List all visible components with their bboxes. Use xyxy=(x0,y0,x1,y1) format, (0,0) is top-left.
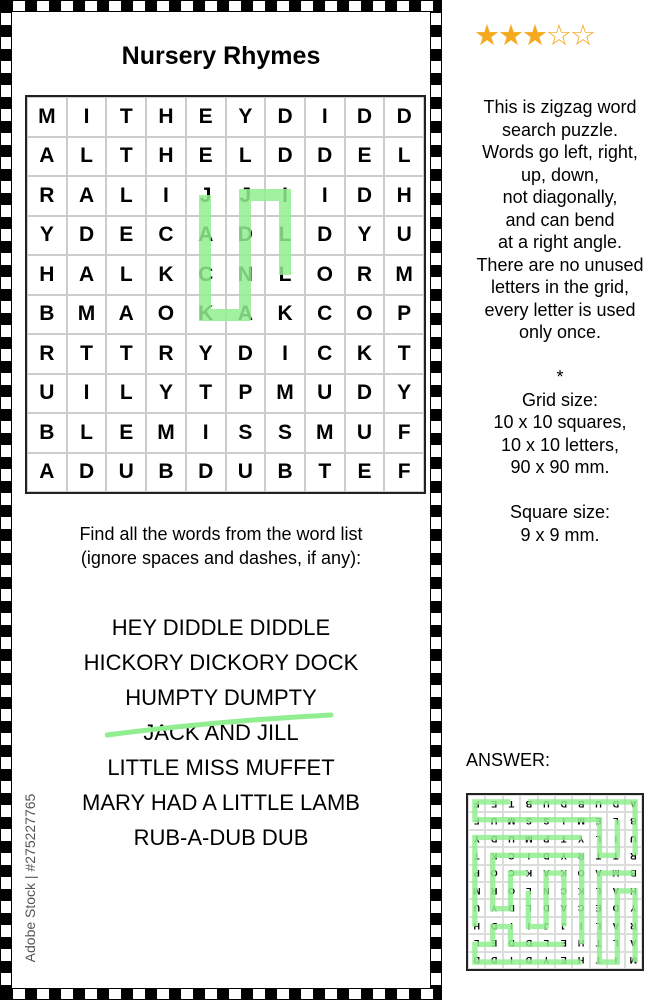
word-list-item: RUB-A-DUB DUB xyxy=(133,825,309,850)
grid-cell[interactable]: I xyxy=(265,334,305,374)
grid-cell: E xyxy=(590,899,607,916)
word-list-item: LITTLE MISS MUFFET xyxy=(107,755,335,780)
grid-cell[interactable]: T xyxy=(106,334,146,374)
grid-cell: J xyxy=(538,917,555,934)
find-line: (ignore spaces and dashes, if any): xyxy=(80,548,362,568)
grid-cell[interactable]: C xyxy=(305,334,345,374)
grid-cell[interactable]: H xyxy=(146,137,186,177)
grid-cell: F xyxy=(468,812,485,829)
grid-cell[interactable]: T xyxy=(106,97,146,137)
rule-line: This is zigzag word xyxy=(483,97,637,117)
grid-cell[interactable]: D xyxy=(345,176,385,216)
grid-cell[interactable]: M xyxy=(67,295,107,335)
rule-line: every letter is used xyxy=(484,299,636,320)
rule-line: and can bend xyxy=(505,209,615,230)
grid-cell[interactable]: D xyxy=(305,137,345,177)
grid-cell: I xyxy=(520,917,537,934)
grid-cell: E xyxy=(555,952,572,969)
grid-cell[interactable]: U xyxy=(106,453,146,493)
star-empty-icon: ☆ xyxy=(546,20,570,52)
grid-cell[interactable]: L xyxy=(265,216,305,256)
grid-cell[interactable]: A xyxy=(67,255,107,295)
rule-line: Grid size: xyxy=(521,389,599,410)
grid-cell: P xyxy=(468,865,485,882)
grid-cell[interactable]: R xyxy=(27,334,67,374)
grid-cell: L xyxy=(607,812,624,829)
word-list-item: HICKORY DICKORY DOCK xyxy=(83,650,359,675)
rule-line: only once. xyxy=(518,322,602,342)
grid-cell[interactable]: N xyxy=(226,255,266,295)
grid-cell: L xyxy=(590,830,607,847)
grid-cell: D xyxy=(485,917,502,934)
grid-cell[interactable]: U xyxy=(384,216,424,256)
grid-cell[interactable]: D xyxy=(67,216,107,256)
answer-grid xyxy=(466,793,644,971)
grid-cell: L xyxy=(590,917,607,934)
grid-cell[interactable]: D xyxy=(226,216,266,256)
grid-cell: A xyxy=(555,899,572,916)
find-instructions xyxy=(12,522,430,570)
grid-cell[interactable]: D xyxy=(265,97,305,137)
grid-cell[interactable]: S xyxy=(226,413,266,453)
grid-cell[interactable]: D xyxy=(186,453,226,493)
grid-cell: H xyxy=(625,882,642,899)
grid-cell: H xyxy=(572,934,589,951)
grid-cell[interactable]: A xyxy=(226,295,266,335)
grid-cell: O xyxy=(572,865,589,882)
grid-cell[interactable]: T xyxy=(67,334,107,374)
star-empty-icon: ☆ xyxy=(570,20,594,52)
grid-cell[interactable]: L xyxy=(265,255,305,295)
puzzle-rules xyxy=(452,96,668,546)
grid-cell[interactable]: J xyxy=(226,176,266,216)
grid-cell: Y xyxy=(538,952,555,969)
grid-cell[interactable]: H xyxy=(27,255,67,295)
grid-cell[interactable]: C xyxy=(146,216,186,256)
grid-cell: R xyxy=(625,917,642,934)
grid-cell: L xyxy=(538,934,555,951)
grid-cell[interactable]: Y xyxy=(146,374,186,414)
grid-cell[interactable]: M xyxy=(305,413,345,453)
grid-cell: D xyxy=(607,899,624,916)
checkered-border-left xyxy=(0,0,12,1000)
grid-cell: L xyxy=(520,882,537,899)
grid-cell: S xyxy=(520,812,537,829)
grid-cell: J xyxy=(555,917,572,934)
grid-cell[interactable]: K xyxy=(186,295,226,335)
grid-cell: U xyxy=(468,899,485,916)
grid-cell: C xyxy=(503,865,520,882)
grid-cell: I xyxy=(503,917,520,934)
grid-cell: Y xyxy=(555,847,572,864)
grid-cell[interactable]: B xyxy=(27,295,67,335)
grid-cell[interactable]: E xyxy=(345,453,385,493)
grid-cell[interactable]: K xyxy=(345,334,385,374)
grid-cell: R xyxy=(625,847,642,864)
grid-cell[interactable]: K xyxy=(146,255,186,295)
grid-cell[interactable]: U xyxy=(27,374,67,414)
grid-cell[interactable]: M xyxy=(384,255,424,295)
grid-cell: T xyxy=(590,847,607,864)
grid-cell[interactable]: E xyxy=(345,137,385,177)
grid-cell: A xyxy=(590,865,607,882)
rule-line: 9 x 9 mm. xyxy=(520,524,600,545)
find-line: Find all the words from the word list xyxy=(79,524,363,544)
grid-cell[interactable]: L xyxy=(106,374,146,414)
grid-cell: R xyxy=(485,882,502,899)
grid-cell: U xyxy=(625,830,642,847)
grid-cell: M xyxy=(607,865,624,882)
rule-line xyxy=(452,479,668,502)
grid-cell: U xyxy=(590,795,607,812)
grid-cell[interactable]: L xyxy=(384,137,424,177)
grid-cell: D xyxy=(468,952,485,969)
grid-cell[interactable]: K xyxy=(265,295,305,335)
grid-cell[interactable]: Y xyxy=(186,334,226,374)
grid-cell[interactable]: L xyxy=(106,176,146,216)
grid-cell[interactable]: F xyxy=(384,453,424,493)
grid-cell: T xyxy=(468,847,485,864)
grid-cell[interactable]: I xyxy=(186,413,226,453)
grid-cell: D xyxy=(503,899,520,916)
grid-cell[interactable]: Y xyxy=(226,97,266,137)
grid-cell: D xyxy=(485,830,502,847)
rule-line: 10 x 10 letters, xyxy=(500,434,620,455)
grid-cell[interactable]: O xyxy=(345,295,385,335)
grid-cell: A xyxy=(607,882,624,899)
grid-cell[interactable]: L xyxy=(226,137,266,177)
grid-cell[interactable]: T xyxy=(305,453,345,493)
grid-cell: N xyxy=(538,882,555,899)
grid-cell: C xyxy=(555,882,572,899)
word-list-item: HEY DIDDLE DIDDLE xyxy=(111,615,331,640)
grid-cell: T xyxy=(590,934,607,951)
grid-cell: O xyxy=(485,865,502,882)
word-list-item: JACK AND JILL xyxy=(143,720,299,745)
checkered-border-top xyxy=(0,0,442,12)
grid-cell: D xyxy=(538,899,555,916)
grid-cell: C xyxy=(572,899,589,916)
grid-cell[interactable]: P xyxy=(384,295,424,335)
rule-line: up, down, xyxy=(520,164,600,185)
star-filled-icon: ★ xyxy=(474,20,498,52)
grid-cell: C xyxy=(503,847,520,864)
grid-cell: A xyxy=(538,865,555,882)
grid-cell: D xyxy=(503,934,520,951)
rule-line: * xyxy=(556,367,564,387)
grid-cell: Y xyxy=(625,899,642,916)
grid-cell: B xyxy=(520,795,537,812)
grid-cell[interactable]: I xyxy=(67,374,107,414)
grid-cell[interactable]: R xyxy=(27,176,67,216)
grid-cell[interactable]: Y xyxy=(384,374,424,414)
grid-cell[interactable]: H xyxy=(384,176,424,216)
grid-cell[interactable]: M xyxy=(146,413,186,453)
grid-cell[interactable]: I xyxy=(305,97,345,137)
grid-cell[interactable]: A xyxy=(27,453,67,493)
checkered-border-right xyxy=(430,0,442,1000)
grid-cell[interactable]: L xyxy=(67,413,107,453)
grid-cell[interactable]: J xyxy=(186,176,226,216)
rule-line xyxy=(452,344,668,367)
grid-cell[interactable]: F xyxy=(384,413,424,453)
grid-cell[interactable]: O xyxy=(305,255,345,295)
grid-cell: K xyxy=(485,847,502,864)
grid-cell: L xyxy=(607,934,624,951)
grid-cell[interactable]: T xyxy=(384,334,424,374)
grid-cell[interactable]: I xyxy=(67,97,107,137)
grid-cell[interactable]: S xyxy=(265,413,305,453)
grid-cell[interactable]: Y xyxy=(27,216,67,256)
grid-cell: U xyxy=(538,795,555,812)
grid-cell: A xyxy=(625,795,642,812)
grid-cell[interactable]: D xyxy=(305,216,345,256)
rule-line: not diagonally, xyxy=(502,187,618,207)
rule-line: at a right angle. xyxy=(497,232,623,252)
grid-cell: D xyxy=(520,952,537,969)
grid-cell[interactable]: D xyxy=(67,453,107,493)
grid-cell: L xyxy=(520,899,537,916)
checkered-border-bottom xyxy=(0,988,442,1000)
grid-cell[interactable]: R xyxy=(146,334,186,374)
word-list-item: HUMPTY DUMPTY xyxy=(125,685,317,710)
grid-cell: M xyxy=(572,812,589,829)
grid-cell: A xyxy=(607,917,624,934)
grid-cell[interactable]: E xyxy=(106,216,146,256)
grid-cell: S xyxy=(538,812,555,829)
grid-cell: U xyxy=(485,812,502,829)
grid-cell[interactable]: E xyxy=(106,413,146,453)
grid-cell[interactable]: E xyxy=(186,137,226,177)
letter-grid[interactable] xyxy=(25,95,426,494)
grid-cell: E xyxy=(555,934,572,951)
grid-cell: T xyxy=(590,952,607,969)
grid-cell: P xyxy=(538,830,555,847)
grid-cell[interactable]: D xyxy=(345,374,385,414)
rule-line: 10 x 10 squares, xyxy=(493,412,627,432)
grid-cell[interactable]: H xyxy=(146,97,186,137)
grid-cell: M xyxy=(520,830,537,847)
grid-cell[interactable]: L xyxy=(106,255,146,295)
grid-cell: B xyxy=(625,812,642,829)
answer-label: ANSWER: xyxy=(466,750,551,770)
watermark-text: Adobe Stock | #275227765 xyxy=(22,793,38,963)
star-filled-icon: ★ xyxy=(522,20,546,52)
grid-cell: R xyxy=(572,847,589,864)
grid-cell: D xyxy=(555,795,572,812)
grid-cell: Y xyxy=(572,830,589,847)
rule-line: search puzzle. xyxy=(501,119,619,140)
grid-cell: I xyxy=(503,952,520,969)
grid-cell[interactable]: P xyxy=(226,374,266,414)
grid-cell[interactable]: C xyxy=(186,255,226,295)
grid-cell: M xyxy=(503,812,520,829)
grid-cell[interactable]: I xyxy=(146,176,186,216)
grid-cell[interactable]: D xyxy=(265,137,305,177)
grid-cell: E xyxy=(485,934,502,951)
grid-cell[interactable]: O xyxy=(146,295,186,335)
grid-cell[interactable]: U xyxy=(226,453,266,493)
grid-cell: D xyxy=(607,795,624,812)
grid-cell[interactable]: I xyxy=(305,176,345,216)
grid-cell[interactable]: D xyxy=(345,97,385,137)
grid-cell: H xyxy=(468,917,485,934)
grid-cell: Y xyxy=(485,899,502,916)
grid-cell[interactable]: E xyxy=(186,97,226,137)
grid-cell: K xyxy=(555,865,572,882)
grid-cell: K xyxy=(520,865,537,882)
grid-cell: D xyxy=(520,934,537,951)
grid-cell[interactable]: A xyxy=(186,216,226,256)
grid-cell[interactable]: D xyxy=(226,334,266,374)
grid-cell[interactable]: L xyxy=(67,137,107,177)
rule-line: 90 x 90 mm. xyxy=(510,457,610,477)
grid-cell: U xyxy=(503,830,520,847)
grid-cell: M xyxy=(468,882,485,899)
grid-cell: E xyxy=(485,795,502,812)
grid-cell[interactable]: A xyxy=(27,137,67,177)
grid-cell[interactable]: U xyxy=(345,413,385,453)
grid-cell[interactable]: B xyxy=(27,413,67,453)
grid-cell: Y xyxy=(468,830,485,847)
grid-cell[interactable]: D xyxy=(384,97,424,137)
grid-cell[interactable]: I xyxy=(265,176,305,216)
puzzle-title: Nursery Rhymes xyxy=(121,42,321,70)
grid-cell: T xyxy=(555,830,572,847)
grid-cell: I xyxy=(555,812,572,829)
strikethrough-mark xyxy=(105,705,335,740)
grid-cell[interactable]: M xyxy=(27,97,67,137)
grid-cell[interactable]: T xyxy=(106,137,146,177)
grid-cell: D xyxy=(538,847,555,864)
grid-cell: O xyxy=(503,882,520,899)
rule-line: There are no unused xyxy=(476,254,644,275)
grid-cell: K xyxy=(572,882,589,899)
grid-cell: I xyxy=(607,830,624,847)
rule-line: Square size: xyxy=(509,502,611,522)
grid-cell: L xyxy=(590,882,607,899)
grid-cell: I xyxy=(607,952,624,969)
grid-cell: F xyxy=(468,795,485,812)
grid-cell[interactable]: B xyxy=(265,453,305,493)
grid-cell[interactable]: M xyxy=(265,374,305,414)
grid-cell[interactable]: Y xyxy=(345,216,385,256)
grid-cell: T xyxy=(503,795,520,812)
grid-cell[interactable]: B xyxy=(146,453,186,493)
grid-cell: I xyxy=(520,847,537,864)
grid-cell[interactable]: A xyxy=(67,176,107,216)
grid-cell: T xyxy=(607,847,624,864)
word-list-item: MARY HAD A LITTLE LAMB xyxy=(82,790,360,815)
grid-cell: M xyxy=(625,952,642,969)
grid-cell[interactable]: C xyxy=(305,295,345,335)
grid-cell: L xyxy=(468,934,485,951)
rule-line: Words go left, right, xyxy=(482,142,638,162)
grid-cell: H xyxy=(572,952,589,969)
grid-cell: I xyxy=(572,917,589,934)
grid-cell: E xyxy=(590,812,607,829)
grid-cell: D xyxy=(485,952,502,969)
rule-line: letters in the grid, xyxy=(490,277,630,297)
grid-cell[interactable]: T xyxy=(186,374,226,414)
grid-cell[interactable]: A xyxy=(106,295,146,335)
grid-cell[interactable]: R xyxy=(345,255,385,295)
star-rating xyxy=(474,18,594,53)
grid-cell: B xyxy=(572,795,589,812)
grid-cell: A xyxy=(625,934,642,951)
grid-cell[interactable]: U xyxy=(305,374,345,414)
star-filled-icon: ★ xyxy=(498,20,522,52)
grid-cell: B xyxy=(625,865,642,882)
